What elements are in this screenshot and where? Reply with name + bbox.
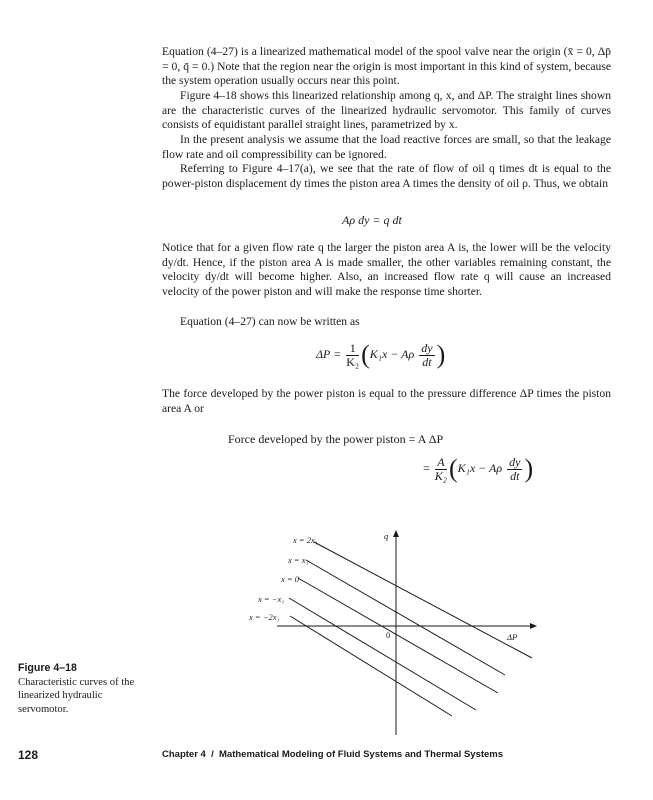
equation-force-lhs: Force developed by the power piston = A ΔP	[228, 432, 444, 446]
paragraph-rewrite: Equation (4–27) can now be written as	[180, 315, 360, 328]
curve-x-neg-2x1	[290, 616, 452, 716]
q-axis-label: q	[384, 531, 389, 541]
eq2-derivative: $\frac{dy}{dt}$	[421, 340, 433, 369]
running-footer: Chapter 4 / Mathematical Modeling of Fluid Systems and Thermal Systems	[162, 749, 504, 760]
eq3-derivative: $\frac{dy}{dt}$	[509, 454, 521, 483]
paragraph-velocity: Notice that for a given flow rate q the larger the piston area A is, the lower will be the velocity dy/dt. Hence, if the piston area A is made smaller, the other variables remaining constant, the velocity dy/dt will become higher. Also, an increased flow rate q will cause an increased velocity of the power piston and will make the response time shorter.	[162, 241, 611, 298]
label-x-neg-x1: x = −x₁	[258, 594, 285, 604]
figure-caption	[18, 662, 148, 716]
eq3-body: K₁x − Aρ	[457, 460, 503, 475]
delta-p-axis-label: ΔP	[507, 632, 518, 642]
paragraph-flow-rate: Referring to Figure 4–17(a), we see that the rate of flow of oil q times dt is equal to the power-piston displacement dy times the piston area A times the density of oil ρ. Thus, we obtain	[162, 162, 611, 190]
caption-text: Characteristic curves of the linearized hydraulic servomotor.	[18, 676, 135, 715]
label-x-0: x = 0	[281, 574, 300, 584]
eq3-fraction: $\frac{A}{\text{K₂}}$	[434, 454, 447, 483]
delta-p-axis-arrow	[530, 623, 537, 629]
curve-x-neg-x1	[289, 598, 476, 710]
curve-x-0	[298, 578, 498, 693]
origin-label: 0	[386, 630, 391, 640]
eq2-body: K₁x − Aρ	[369, 346, 415, 361]
curve-x-x1	[306, 560, 505, 675]
eq2-lhs: ΔP =	[316, 346, 342, 361]
equation-force-rhs: = $\frac{A}{\text{K₂}}$ (K₁x − Aρ $\frac{dy}{dt}$ )	[423, 454, 534, 483]
equation-flow: Aρ dy = q dt	[342, 213, 402, 227]
paragraph-figure-description: Figure 4–18 shows this linearized relationship among q, x, and ΔP. The straight lines shown are the characteristic curves of the linearized hydraulic servomotor. This family of curves consists of equidistant parallel straight lines, parametrized by x.	[162, 89, 611, 132]
paragraph-assumption: In the present analysis we assume that the load reactive forces are small, so that the leakage flow rate and oil compressibility can be ignored.	[162, 133, 611, 161]
curve-x-2x1	[314, 542, 532, 658]
caption-label: Figure 4–18	[18, 662, 77, 674]
eq2-fraction: $\frac{1}{\text{K₂}}$	[346, 340, 360, 369]
page-number: 128	[18, 748, 39, 762]
q-axis-arrow	[393, 530, 399, 537]
paragraph-force: The force developed by the power piston is equal to the pressure difference ΔP times the piston area A or	[162, 387, 611, 415]
label-x-neg-2x1: x = −2x₁	[249, 612, 280, 622]
eq3-equals: =	[423, 460, 430, 475]
label-x-x1: x = x₁	[288, 555, 309, 565]
paragraph-spool-model: Equation (4–27) is a linearized mathematical model of the spool valve near the origin (x̄ = 0, Δp̄ = 0, q̄ = 0.) Note that the region near the origin is most important in this kind of system, because the system operation usually occurs near this point.	[162, 45, 611, 88]
label-x-2x1: x = 2x₁	[293, 535, 318, 545]
equation-delta-p: ΔP = $\frac{1}{\text{K₂}}$ (K₁x − Aρ $\frac{dy}{dt}$ )	[316, 340, 446, 369]
